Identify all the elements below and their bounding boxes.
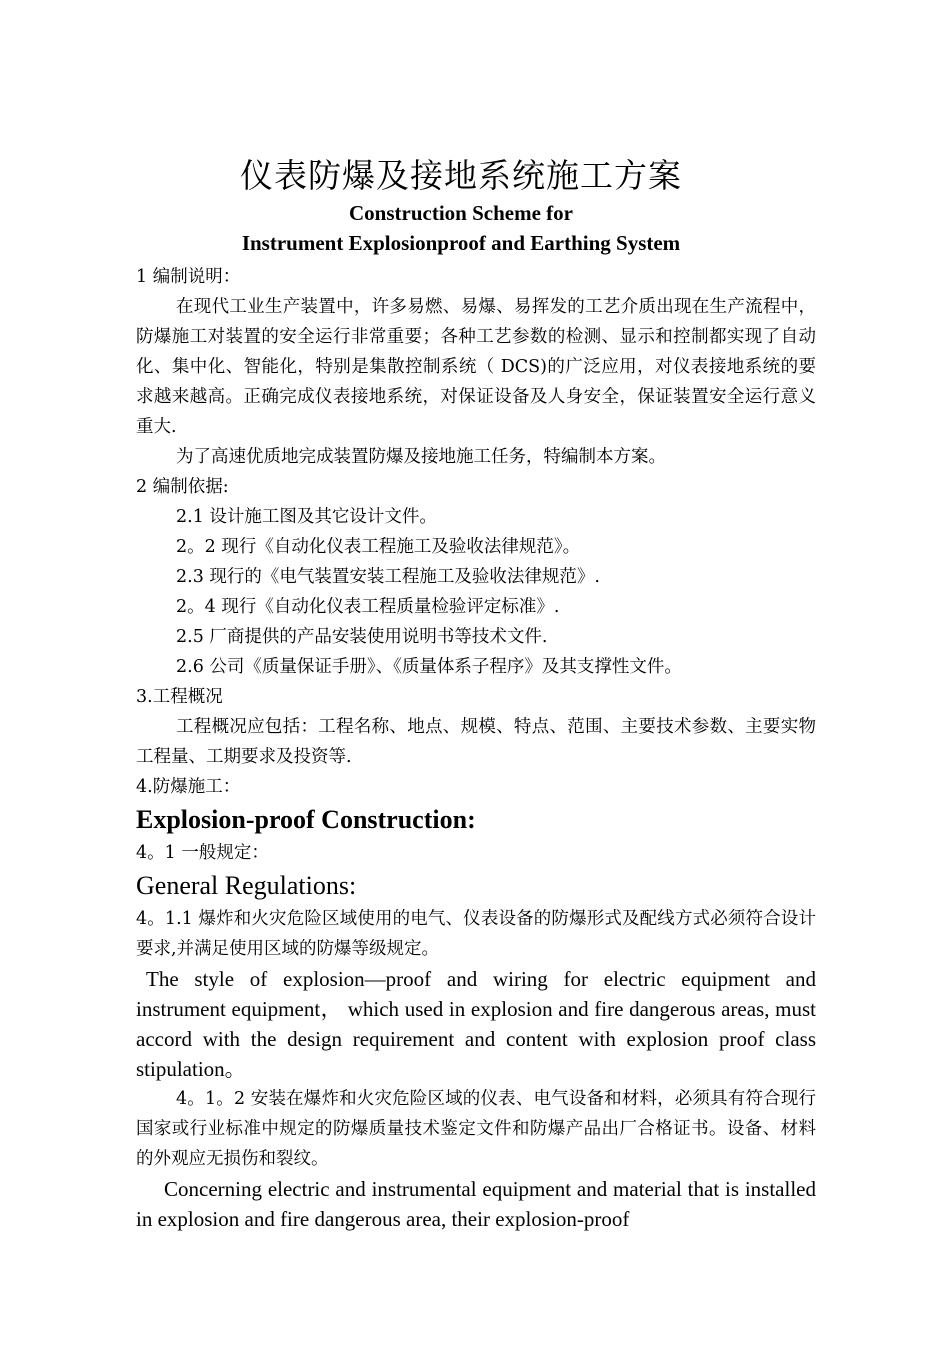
section4-1-2-text-en: Concerning electric and instrumental equipment and material that is installed in explosion and fire dangerous area, their explosion-proof xyxy=(136,1177,816,1231)
section2-item: 2。2 现行《自动化仪表工程施工及验收法律规范》。 xyxy=(176,537,581,557)
section2-item: 2.3 现行的《电气装置安装工程施工及验收法律规范》. xyxy=(176,567,600,587)
section1-heading: 1 编制说明： xyxy=(136,267,241,287)
section4-1-1-text-zh: 4。1.1 爆炸和火灾危险区域使用的电气、仪表设备的防爆形式及配线方式必须符合设计要求,并满足使用区域的防爆等级规定。 xyxy=(136,909,816,959)
document-body xyxy=(136,262,816,1234)
section4-heading-en: Explosion-proof Construction: xyxy=(136,805,476,834)
section2-item: 2.1 设计施工图及其它设计文件。 xyxy=(176,507,437,527)
section4-1-heading-en: General Regulations: xyxy=(136,871,357,900)
document-title-en-line1: Construction Scheme for xyxy=(349,201,573,225)
section3-paragraph: 工程概况应包括：工程名称、地点、规模、特点、范围、主要技术参数、主要实物工程量、工期要求及投资等. xyxy=(136,717,816,767)
section1-paragraph2: 为了高速优质地完成装置防爆及接地施工任务，特编制本方案。 xyxy=(176,447,666,467)
section2-item: 2.5 厂商提供的产品安装使用说明书等技术文件. xyxy=(176,627,548,647)
section2-item: 2。4 现行《自动化仪表工程质量检验评定标准》. xyxy=(176,597,560,617)
section2-heading: 2 编制依据: xyxy=(136,477,229,497)
document-title-en-line2: Instrument Explosionproof and Earthing System xyxy=(241,231,681,255)
section1-paragraph1: 在现代工业生产装置中，许多易燃、易爆、易挥发的工艺介质出现在生产流程中，防爆施工对装置的安全运行非常重要；各种工艺参数的检测、显示和控制都实现了自动化、集中化、智能化，特别是集散控制系统（ DCS)的广泛应用，对仪表接地系统的要求越来越高。正确完成仪表接地系统，对保证设备及人身安全，保证装置安全运行意义重大. xyxy=(136,297,816,437)
section4-1-2-text-zh: 4。1。2 安装在爆炸和火灾危险区域的仪表、电气设备和材料，必须具有符合现行国家或行业标准中规定的防爆质量技术鉴定文件和防爆产品出厂合格证书。设备、材料的外观应无损伤和裂纹。 xyxy=(136,1089,816,1169)
section3-heading: 3.工程概况 xyxy=(136,687,223,707)
section4-heading: 4.防爆施工： xyxy=(136,777,241,797)
section4-1-1-text-en: The style of explosion—proof and wiring for electric equipment and instrument equipment， which used in explosion and fire dangerous areas, must accord with the design requirement and content with explosion proof class stipulation。 xyxy=(136,967,816,1081)
section4-1-heading: 4。1 一般规定： xyxy=(136,843,269,863)
section2-item: 2.6 公司《质量保证手册》、《质量体系子程序》及其支撑性文件。 xyxy=(176,657,682,677)
document-title-zh: 仪表防爆及接地系统施工方案 xyxy=(240,156,682,195)
